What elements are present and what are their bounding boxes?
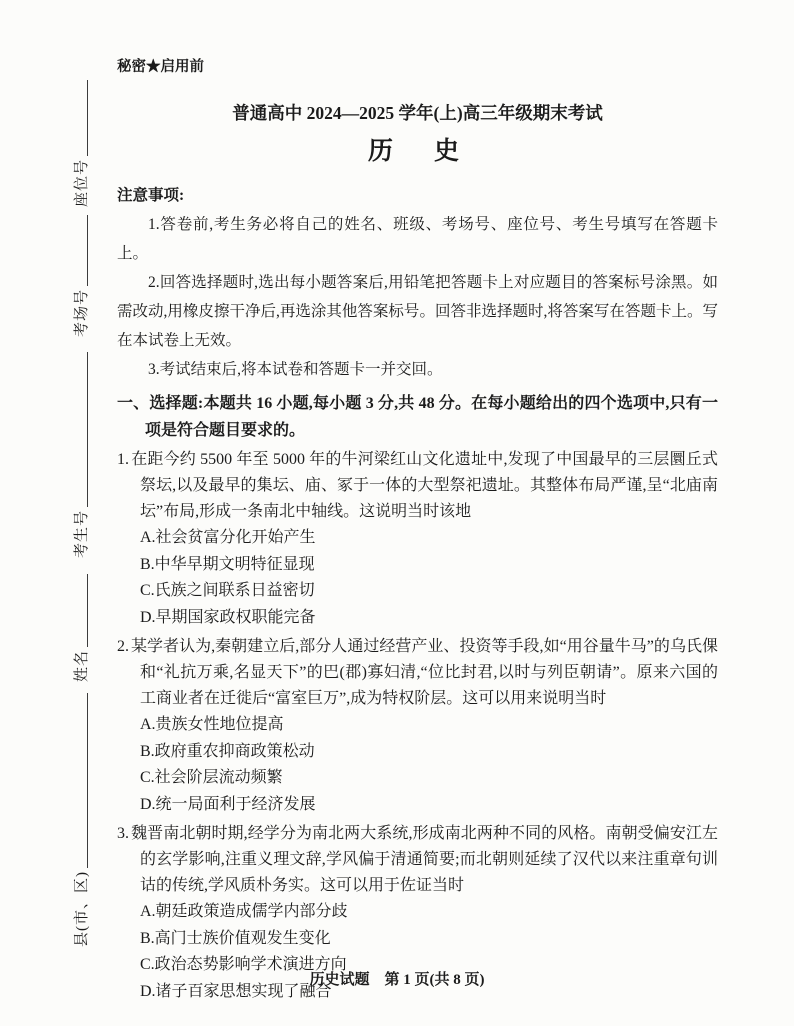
notice-item-2: 2.回答选择题时,选出每小题答案后,用铅笔把答题卡上对应题目的答案标号涂黑。如需改动,用橡皮擦干净后,再选涂其他答案标号。回答非选择题时,将答案写在答题卡上。写在本试卷上无效。 xyxy=(117,274,718,349)
notice-item-3: 3.考试结束后,将本试卷和答题卡一并交回。 xyxy=(148,361,443,378)
question-1-stem xyxy=(117,447,718,525)
question-2-option-a: A.贵族女性地位提高 xyxy=(140,716,284,733)
question-3-stem-text: 魏晋南北朝时期,经学分为南北两大系统,形成南北两种不同的风格。南朝受偏安江左的玄学影响,注重义理文辞,学风偏于清通简要;而北朝则延续了汉代以来注重章句训诂的传统,学风质朴务实。这可以用于佐证当时 xyxy=(131,825,718,894)
notice-item-1: 1.答卷前,考生务必将自己的姓名、班级、考场号、座位号、考生号填写在答题卡上。 xyxy=(117,216,718,262)
question-1 xyxy=(117,447,718,631)
name-label: 姓名 xyxy=(74,649,90,682)
exam-room-number-blank-line xyxy=(87,215,88,286)
question-1-number: 1. xyxy=(117,451,129,468)
exam-room-number-label: 考场号 xyxy=(74,288,90,337)
question-1-option-a: A.社会贫富分化开始产生 xyxy=(140,529,316,546)
question-2-option-d: D.统一局面利于经济发展 xyxy=(140,795,316,813)
classification-banner: 秘密★启用前 xyxy=(117,59,204,75)
question-3-option-b: B.高门士族价值观发生变化 xyxy=(140,929,331,947)
margin-field-name xyxy=(70,574,92,682)
question-3-option-d: D.诸子百家思想实现了融合 xyxy=(140,982,332,1000)
question-2-stem-text: 某学者认为,秦朝建立后,部分人通过经营产业、投资等手段,如“用谷量牛马”的乌氏倮和“礼抗万乘,名显天下”的巴(郡)寡妇清,“位比封君,以时与列臣朝请”。原来六国的工商业者在迁徙后“富室巨万”,成为特权阶层。这可以用来说明当时 xyxy=(131,638,718,707)
subject-title: 历 史 xyxy=(367,138,467,165)
question-2-stem xyxy=(117,634,718,712)
margin-field-county xyxy=(70,693,92,947)
county-label: 县(市、区) xyxy=(74,871,90,947)
question-1-option-d: D.早期国家政权职能完备 xyxy=(140,608,316,626)
question-2-number: 2. xyxy=(117,638,129,655)
name-blank-line xyxy=(87,574,88,647)
county-blank-line xyxy=(87,693,88,868)
question-3-number: 3. xyxy=(117,825,129,842)
question-1-option-b: B.中华早期文明特征显现 xyxy=(140,555,315,573)
question-3-option-c: C.政治态势影响学术演进方向 xyxy=(140,956,347,973)
candidate-number-blank-line xyxy=(87,352,88,507)
margin-field-candidate-number xyxy=(70,352,92,558)
question-3-option-a: A.朝廷政策造成儒学内部分歧 xyxy=(140,903,348,920)
content-column xyxy=(117,56,718,1005)
margin-field-seat-number xyxy=(70,80,92,207)
notice-heading: 注意事项: xyxy=(117,187,185,204)
question-2-option-b: B.政府重农抑商政策松动 xyxy=(140,742,315,760)
exam-title: 普通高中 2024—2025 学年(上)高三年级期末考试 xyxy=(232,103,603,123)
seat-number-label: 座位号 xyxy=(74,158,90,207)
section-heading-multiple-choice: 一、选择题:本题共 16 小题,每小题 3 分,共 48 分。在每小题给出的四个选项中,只有一项是符合题目要求的。 xyxy=(117,395,718,439)
page-footer: 历史试题 第 1 页(共 8 页) xyxy=(309,972,485,988)
question-1-option-c: C.氏族之间联系日益密切 xyxy=(140,582,315,599)
question-3-stem xyxy=(117,821,718,899)
margin-field-exam-room-number xyxy=(70,215,92,337)
seat-number-blank-line xyxy=(87,80,88,156)
question-1-stem-text: 在距今约 5500 年至 5000 年的牛河梁红山文化遗址中,发现了中国最早的三层圜丘式祭坛,以及最早的集坛、庙、冢于一体的大型祭祀遗址。其整体布局严谨,呈“北庙南坛”布局,形成一条南北中轴线。这说明当时该地 xyxy=(131,451,718,520)
question-2 xyxy=(117,634,718,818)
candidate-number-label: 考生号 xyxy=(74,509,90,558)
question-2-option-c: C.社会阶层流动频繁 xyxy=(140,769,283,786)
